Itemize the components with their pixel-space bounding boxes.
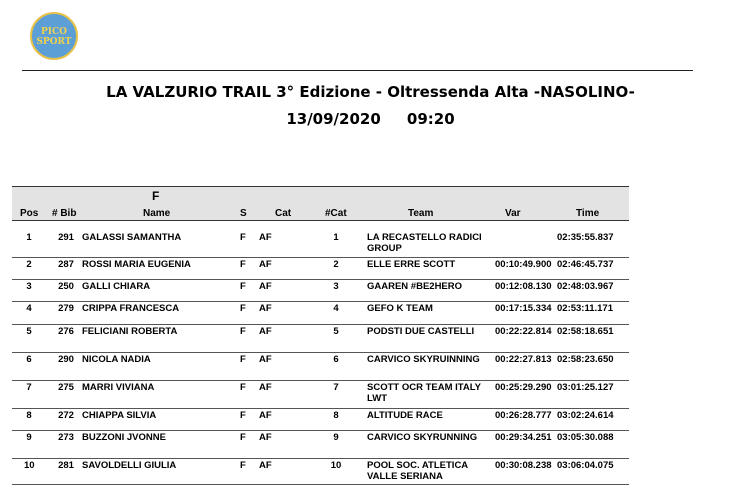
cell-pos: 2 xyxy=(26,259,32,270)
cell-name: BUZZONI JVONNE xyxy=(82,432,166,443)
cell-cat: AF xyxy=(259,460,272,471)
logo-line-2: SPORT xyxy=(36,37,72,47)
event-title: LA VALZURIO TRAIL 3° Edizione - Oltressenda Alta -NASOLINO- xyxy=(106,83,635,101)
cell-ncat: 1 xyxy=(333,232,339,243)
event-datetime xyxy=(0,110,741,128)
cell-name: NICOLA NADIA xyxy=(82,354,151,365)
cell-name: FELICIANI ROBERTA xyxy=(82,326,178,337)
cell-s: F xyxy=(240,259,246,270)
cell-bib: 279 xyxy=(58,303,74,314)
logo-line-1: PICO xyxy=(41,27,67,37)
cell-s: F xyxy=(240,432,246,443)
cell-cat: AF xyxy=(259,410,272,421)
cell-var: 00:26:28.777 xyxy=(495,410,552,421)
cell-time: 02:58:23.650 xyxy=(557,354,614,365)
cell-name: MARRI VIVIANA xyxy=(82,382,155,393)
header-name: Name xyxy=(143,208,171,219)
cell-team: SCOTT OCR TEAM ITALY LWT xyxy=(367,382,481,404)
table-row xyxy=(12,380,629,409)
cell-pos: 10 xyxy=(24,460,35,471)
cell-s: F xyxy=(240,232,246,243)
table-row xyxy=(12,279,629,302)
cell-time: 02:53:11.171 xyxy=(557,303,613,314)
cell-team: ALTITUDE RACE xyxy=(367,410,443,421)
cell-ncat: 9 xyxy=(333,432,339,443)
cell-pos: 6 xyxy=(26,354,32,365)
cell-time: 03:01:25.127 xyxy=(557,382,614,393)
cell-time: 03:02:24.614 xyxy=(557,410,614,421)
header-time: Time xyxy=(576,208,600,219)
cell-cat: AF xyxy=(259,382,272,393)
event-date: 13/09/2020 xyxy=(286,110,381,128)
cell-time: 03:06:04.075 xyxy=(557,460,614,471)
cell-var: 00:12:08.130 xyxy=(495,281,552,292)
cell-team: ELLE ERRE SCOTT xyxy=(367,259,456,270)
cell-ncat: 8 xyxy=(333,410,339,421)
cell-cat: AF xyxy=(259,354,272,365)
cell-var: 00:29:34.251 xyxy=(495,432,552,443)
cell-var: 00:10:49.900 xyxy=(495,259,552,270)
cell-ncat: 4 xyxy=(333,303,339,314)
header-cat: Cat xyxy=(275,208,292,219)
column-header-band xyxy=(12,205,629,221)
cell-bib: 276 xyxy=(58,326,74,337)
table-row xyxy=(12,408,629,431)
table-row xyxy=(12,230,629,258)
cell-pos: 4 xyxy=(26,303,32,314)
cell-var: 00:22:27.813 xyxy=(495,354,552,365)
cell-team: CARVICO SKYRUINNING xyxy=(367,354,480,365)
cell-cat: AF xyxy=(259,281,272,292)
table-row xyxy=(12,352,629,381)
cell-time: 02:35:55.837 xyxy=(557,232,614,243)
cell-var: 00:17:15.334 xyxy=(495,303,552,314)
cell-pos: 8 xyxy=(26,410,32,421)
cell-team: LA RECASTELLO RADICI GROUP xyxy=(367,232,482,254)
cell-var: 00:22:22.814 xyxy=(495,326,552,337)
cell-s: F xyxy=(240,303,246,314)
cell-ncat: 7 xyxy=(333,382,339,393)
cell-name: ROSSI MARIA EUGENIA xyxy=(82,259,191,270)
cell-s: F xyxy=(240,382,246,393)
cell-cat: AF xyxy=(259,326,272,337)
cell-s: F xyxy=(240,326,246,337)
cell-time: 02:46:45.737 xyxy=(557,259,614,270)
cell-team: GEFO K TEAM xyxy=(367,303,433,314)
cell-cat: AF xyxy=(259,432,272,443)
cell-s: F xyxy=(240,354,246,365)
header-team: Team xyxy=(408,208,434,219)
cell-s: F xyxy=(240,460,246,471)
group-header-band xyxy=(12,186,629,205)
cell-name: CHIAPPA SILVIA xyxy=(82,410,157,421)
cell-bib: 275 xyxy=(58,382,74,393)
table-row xyxy=(12,430,629,459)
header-var: Var xyxy=(505,208,521,219)
table-row xyxy=(12,458,629,485)
cell-pos: 5 xyxy=(26,326,32,337)
cell-name: GALLI CHIARA xyxy=(82,281,151,292)
cell-team: PODSTI DUE CASTELLI xyxy=(367,326,475,337)
cell-bib: 273 xyxy=(58,432,74,443)
pico-sport-logo xyxy=(30,12,78,60)
cell-ncat: 6 xyxy=(333,354,339,365)
cell-cat: AF xyxy=(259,303,272,314)
cell-ncat: 3 xyxy=(333,281,339,292)
cell-team: POOL SOC. ATLETICA VALLE SERIANA xyxy=(367,460,468,482)
cell-ncat: 2 xyxy=(333,259,339,270)
cell-var: 00:25:29.290 xyxy=(495,382,552,393)
logo-text xyxy=(34,27,74,47)
cell-var: 00:30:08.238 xyxy=(495,460,552,471)
cell-time: 02:58:18.651 xyxy=(557,326,614,337)
header-ncat: #Cat xyxy=(325,208,347,219)
cell-cat: AF xyxy=(259,259,272,270)
cell-cat: AF xyxy=(259,232,272,243)
cell-team: CARVICO SKYRUNNING xyxy=(367,432,478,443)
cell-bib: 281 xyxy=(58,460,74,471)
cell-name: GALASSI SAMANTHA xyxy=(82,232,182,243)
cell-ncat: 5 xyxy=(333,326,339,337)
cell-s: F xyxy=(240,410,246,421)
header-pos: Pos xyxy=(20,208,39,219)
cell-s: F xyxy=(240,281,246,292)
header-bib: # Bib xyxy=(52,208,77,219)
cell-time: 02:48:03.967 xyxy=(557,281,614,292)
header-s: S xyxy=(240,208,247,219)
cell-bib: 291 xyxy=(58,232,74,243)
cell-name: SAVOLDELLI GIULIA xyxy=(82,460,177,471)
event-time: 09:20 xyxy=(406,110,455,128)
cell-ncat: 10 xyxy=(330,460,342,471)
cell-pos: 1 xyxy=(26,232,32,243)
cell-pos: 7 xyxy=(26,382,32,393)
table-row xyxy=(12,324,629,353)
cell-team: GAAREN #BE2HERO xyxy=(367,281,463,292)
cell-bib: 287 xyxy=(58,259,74,270)
table-row xyxy=(12,301,629,325)
cell-time: 03:05:30.088 xyxy=(557,432,614,443)
cell-name: CRIPPA FRANCESCA xyxy=(82,303,180,314)
cell-bib: 272 xyxy=(58,410,74,421)
cell-pos: 3 xyxy=(26,281,32,292)
cell-bib: 290 xyxy=(58,354,74,365)
group-label: F xyxy=(152,189,160,203)
cell-pos: 9 xyxy=(26,432,32,443)
table-row xyxy=(12,257,629,280)
cell-bib: 250 xyxy=(58,281,74,292)
header-divider xyxy=(22,70,693,71)
